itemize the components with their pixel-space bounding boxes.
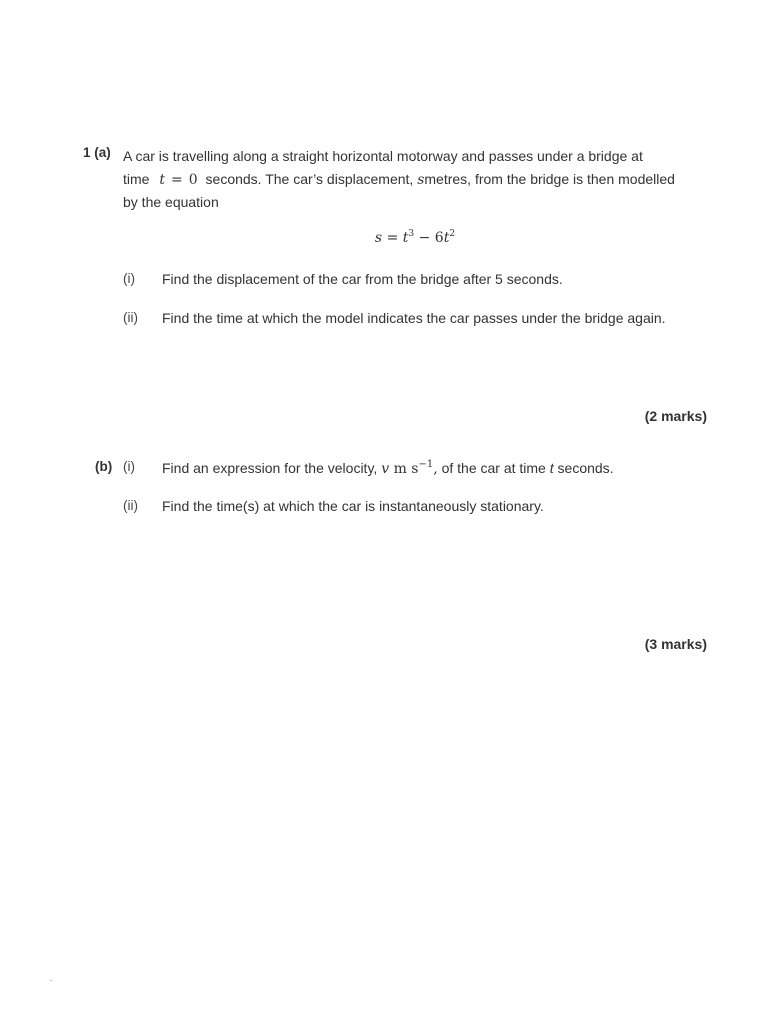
intro-time-equation: t = 0: [159, 171, 198, 188]
intro-line-2-end: metres, from the bridge is then modelled: [424, 170, 675, 187]
part-a-ii-text: Find the time at which the model indicates the car passes under the bridge again.: [162, 310, 666, 326]
question-intro: [123, 145, 713, 214]
part-b-ii-text: Find the time(s) at which the car is instantaneously stationary.: [162, 498, 544, 514]
velocity-units: v m $s^{-1}$,: [381, 459, 438, 477]
part-a-i-label: (i): [123, 271, 135, 286]
intro-s-variable: s: [417, 171, 425, 188]
intro-line-3: by the equation: [123, 194, 219, 210]
stray-mark: [50, 980, 52, 981]
part-b-ii-label: (ii): [123, 498, 138, 513]
intro-line-1: A car is travelling along a straight horizontal motorway and passes under a bridge at: [123, 148, 643, 164]
displacement-equation: $s = t^3 - 6t^2$: [374, 229, 456, 246]
part-b-i-label: (i): [123, 459, 135, 474]
intro-time-word: time: [123, 170, 150, 187]
intro-line-2-mid: seconds. The car’s displacement,: [205, 170, 414, 187]
question-number: 1 (a): [83, 145, 111, 160]
part-a-i-text: Find the displacement of the car from the bridge after 5 seconds.: [162, 271, 563, 287]
part-b-label: (b): [95, 459, 113, 474]
part-b-marks: (3 marks): [644, 636, 707, 652]
part-b-i-text: Find an expression for the velocity, v m $s^{-1}$, of the car at time t seconds.: [162, 459, 614, 477]
part-a-marks: (2 marks): [644, 408, 707, 424]
part-a-ii-label: (ii): [123, 310, 138, 325]
